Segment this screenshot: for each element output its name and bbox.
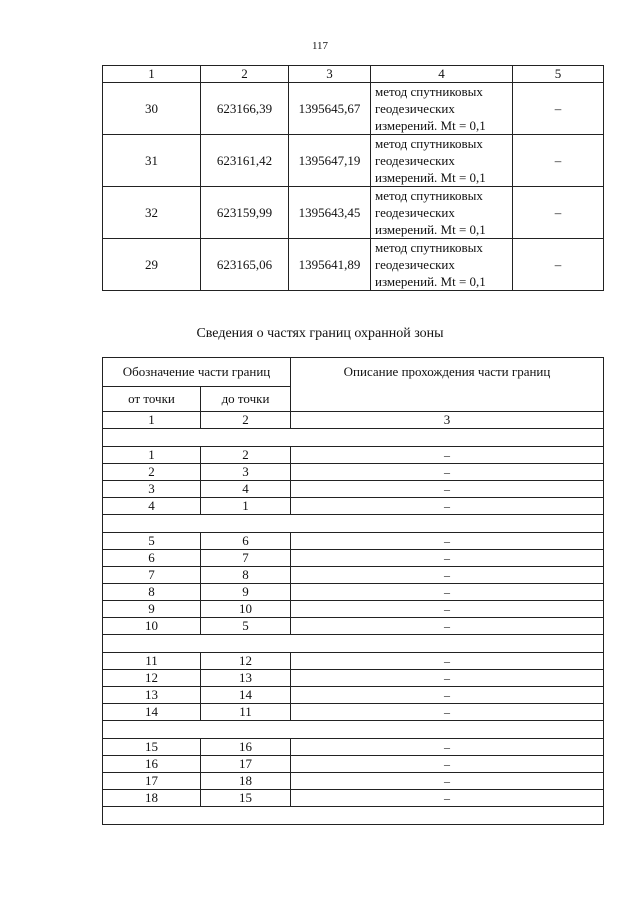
method-line: метод спутниковых [375, 84, 483, 99]
table-row [103, 447, 604, 464]
table-row [103, 584, 604, 601]
method-line: измерений. Mt = 0,1 [375, 118, 486, 133]
point-number-cell: 30 [103, 83, 201, 135]
from-point-cell: 16 [103, 756, 201, 773]
from-point-cell: 5 [103, 533, 201, 550]
method-cell [371, 83, 513, 135]
column-number-1: 1 [103, 66, 201, 83]
description-cell: – [291, 498, 604, 515]
column-number-3: 3 [291, 412, 604, 429]
description-cell: – [291, 584, 604, 601]
table-row [103, 83, 604, 135]
from-point-cell: 14 [103, 704, 201, 721]
method-line: метод спутниковых [375, 136, 483, 151]
from-point-cell: 13 [103, 687, 201, 704]
method-line: измерений. Mt = 0,1 [375, 170, 486, 185]
method-cell [371, 239, 513, 291]
header-boundary-designation: Обозначение части границ [103, 358, 291, 387]
group-separator-row [103, 429, 604, 447]
description-cell: – [291, 618, 604, 635]
description-cell: – [291, 704, 604, 721]
to-point-cell: 17 [201, 756, 291, 773]
description-cell: – [291, 790, 604, 807]
from-point-cell: 7 [103, 567, 201, 584]
note-cell: – [513, 239, 604, 291]
table-row [103, 704, 604, 721]
table-row [103, 756, 604, 773]
from-point-cell: 17 [103, 773, 201, 790]
to-point-cell: 9 [201, 584, 291, 601]
y-coordinate-cell: 1395647,19 [289, 135, 371, 187]
table-row [103, 687, 604, 704]
to-point-cell: 1 [201, 498, 291, 515]
description-cell: – [291, 756, 604, 773]
group-separator-row [103, 635, 604, 653]
column-number-5: 5 [513, 66, 604, 83]
group-separator-cell [103, 807, 604, 825]
y-coordinate-cell: 1395645,67 [289, 83, 371, 135]
description-cell: – [291, 464, 604, 481]
description-cell: – [291, 567, 604, 584]
table-row [103, 187, 604, 239]
point-number-cell: 31 [103, 135, 201, 187]
table-row [103, 481, 604, 498]
table-row [103, 239, 604, 291]
method-line: геодезических [375, 257, 455, 272]
table-row [103, 550, 604, 567]
table-row [103, 567, 604, 584]
description-cell: – [291, 447, 604, 464]
to-point-cell: 15 [201, 790, 291, 807]
table-row [103, 790, 604, 807]
to-point-cell: 7 [201, 550, 291, 567]
to-point-cell: 8 [201, 567, 291, 584]
header-to-point: до точки [201, 387, 291, 412]
from-point-cell: 4 [103, 498, 201, 515]
coordinates-table [102, 65, 604, 291]
description-cell: – [291, 653, 604, 670]
y-coordinate-cell: 1395641,89 [289, 239, 371, 291]
table-row [103, 498, 604, 515]
method-cell [371, 187, 513, 239]
column-number-3: 3 [289, 66, 371, 83]
column-number-2: 2 [201, 66, 289, 83]
table-row [103, 618, 604, 635]
method-line: геодезических [375, 101, 455, 116]
to-point-cell: 6 [201, 533, 291, 550]
x-coordinate-cell: 623161,42 [201, 135, 289, 187]
table-row [103, 533, 604, 550]
description-cell: – [291, 773, 604, 790]
column-number-2: 2 [201, 412, 291, 429]
description-cell: – [291, 481, 604, 498]
to-point-cell: 12 [201, 653, 291, 670]
method-line: метод спутниковых [375, 188, 483, 203]
description-cell: – [291, 739, 604, 756]
from-point-cell: 12 [103, 670, 201, 687]
page-number: 117 [311, 40, 329, 52]
group-separator-row [103, 515, 604, 533]
table-row [103, 773, 604, 790]
point-number-cell: 32 [103, 187, 201, 239]
to-point-cell: 3 [201, 464, 291, 481]
to-point-cell: 16 [201, 739, 291, 756]
boundary-table-number-row [103, 412, 604, 429]
column-number-4: 4 [371, 66, 513, 83]
description-cell: – [291, 670, 604, 687]
method-cell [371, 135, 513, 187]
y-coordinate-cell: 1395643,45 [289, 187, 371, 239]
from-point-cell: 15 [103, 739, 201, 756]
x-coordinate-cell: 623166,39 [201, 83, 289, 135]
to-point-cell: 5 [201, 618, 291, 635]
table-row [103, 653, 604, 670]
from-point-cell: 9 [103, 601, 201, 618]
note-cell: – [513, 135, 604, 187]
to-point-cell: 10 [201, 601, 291, 618]
method-line: геодезических [375, 153, 455, 168]
from-point-cell: 2 [103, 464, 201, 481]
description-cell: – [291, 601, 604, 618]
method-line: измерений. Mt = 0,1 [375, 222, 486, 237]
group-separator-cell [103, 635, 604, 653]
group-separator-row [103, 721, 604, 739]
x-coordinate-cell: 623165,06 [201, 239, 289, 291]
header-boundary-description: Описание прохождения части границ [291, 358, 604, 412]
description-cell: – [291, 687, 604, 704]
from-point-cell: 3 [103, 481, 201, 498]
group-separator-cell [103, 515, 604, 533]
x-coordinate-cell: 623159,99 [201, 187, 289, 239]
note-cell: – [513, 187, 604, 239]
to-point-cell: 11 [201, 704, 291, 721]
section-title: Сведения о частях границ охранной зоны [196, 326, 444, 341]
from-point-cell: 1 [103, 447, 201, 464]
description-cell: – [291, 550, 604, 567]
table-row [103, 670, 604, 687]
from-point-cell: 8 [103, 584, 201, 601]
to-point-cell: 18 [201, 773, 291, 790]
table-row [103, 739, 604, 756]
to-point-cell: 14 [201, 687, 291, 704]
header-from-point: от точки [103, 387, 201, 412]
table-row [103, 135, 604, 187]
group-separator-cell [103, 429, 604, 447]
note-cell: – [513, 83, 604, 135]
method-line: метод спутниковых [375, 240, 483, 255]
to-point-cell: 2 [201, 447, 291, 464]
table-row [103, 601, 604, 618]
from-point-cell: 10 [103, 618, 201, 635]
boundary-parts-table [102, 357, 604, 825]
boundary-table-header-row [103, 358, 604, 387]
from-point-cell: 18 [103, 790, 201, 807]
from-point-cell: 11 [103, 653, 201, 670]
to-point-cell: 4 [201, 481, 291, 498]
method-line: измерений. Mt = 0,1 [375, 274, 486, 289]
group-separator-cell [103, 721, 604, 739]
from-point-cell: 6 [103, 550, 201, 567]
column-number-1: 1 [103, 412, 201, 429]
group-separator-row [103, 807, 604, 825]
point-number-cell: 29 [103, 239, 201, 291]
to-point-cell: 13 [201, 670, 291, 687]
table-row [103, 464, 604, 481]
coordinates-table-header-row [103, 66, 604, 83]
method-line: геодезических [375, 205, 455, 220]
description-cell: – [291, 533, 604, 550]
